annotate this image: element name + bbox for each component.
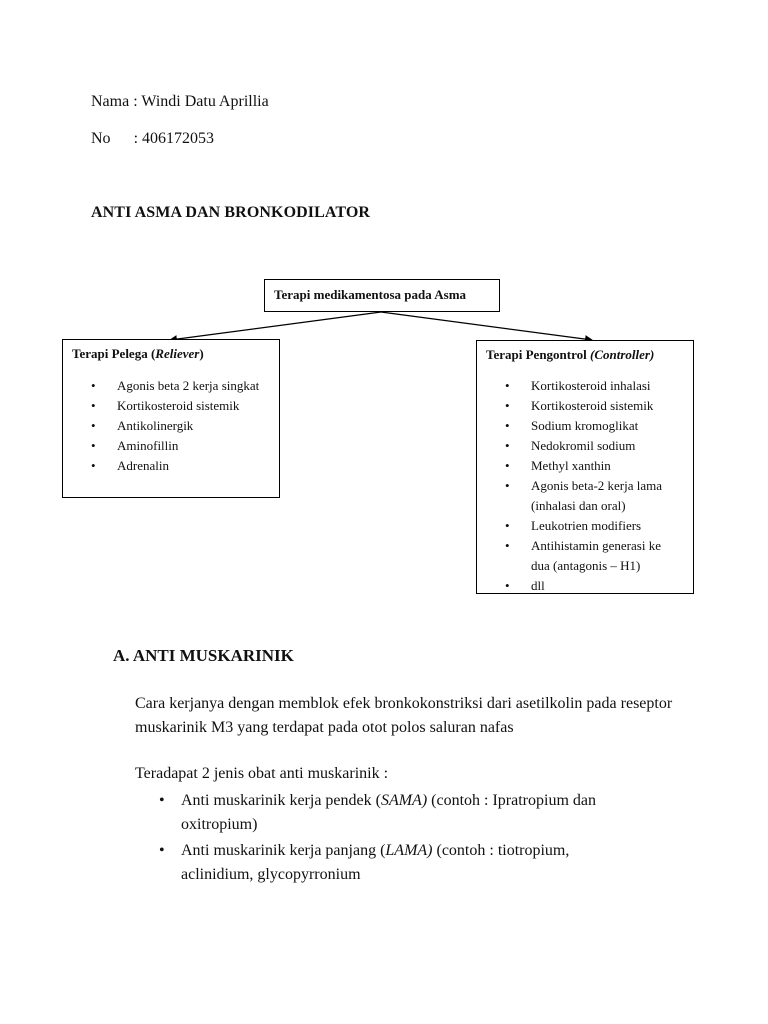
- diagram-root-box: [264, 279, 500, 312]
- list-item: • Methyl xanthin: [477, 456, 679, 476]
- reliever-heading: Terapi Pelega (Reliever): [72, 346, 204, 361]
- list-item: • dll: [477, 576, 679, 596]
- list-item: • Leukotrien modifiers: [477, 516, 679, 536]
- reliever-list: [63, 376, 259, 476]
- name-value: Windi Datu Aprillia: [141, 93, 269, 110]
- list-item: • Anti muskarinik kerja pendek (SAMA) (contoh : Ipratropium dan oxitropium): [135, 789, 635, 837]
- number-line: No : 406172053: [91, 130, 215, 147]
- controller-heading: Terapi Pengontrol (Controller): [486, 347, 655, 362]
- diagram-root-label: Terapi medikamentosa pada Asma: [274, 287, 467, 302]
- document-title: ANTI ASMA DAN BRONKODILATOR: [91, 204, 371, 221]
- number-label: No: [91, 130, 111, 147]
- muscarinic-list: [135, 789, 635, 889]
- list-item: • Agonis beta-2 kerja lama (inhalasi dan oral): [477, 476, 679, 516]
- list-item: • Kortikosteroid inhalasi: [477, 376, 679, 396]
- section-paragraph: Cara kerjanya dengan memblok efek bronkokonstriksi dari asetilkolin pada reseptor muskarinik M3 yang terdapat pada otot polos saluran nafas: [135, 695, 673, 736]
- arrow-to-controller: [381, 312, 592, 340]
- list-item: • Kortikosteroid sistemik: [477, 396, 679, 416]
- list-item: • Adrenalin: [63, 456, 259, 476]
- number-value: 406172053: [142, 130, 215, 147]
- controller-list: [477, 376, 679, 596]
- name-line: Nama : Windi Datu Aprillia: [91, 93, 269, 110]
- list-item: • Antihistamin generasi ke dua (antagonis – H1): [477, 536, 679, 576]
- list-item: • Antikolinergik: [63, 416, 259, 436]
- list-item: • Agonis beta 2 kerja singkat: [63, 376, 259, 396]
- list-item: • Sodium kromoglikat: [477, 416, 679, 436]
- section-intro: Teradapat 2 jenis obat anti muskarinik :: [135, 765, 389, 782]
- list-item: • Anti muskarinik kerja panjang (LAMA) (contoh : tiotropium, aclinidium, glycopyrronium: [135, 839, 635, 887]
- controller-box: [476, 340, 694, 594]
- section-heading: A. ANTI MUSKARINIK: [113, 646, 294, 665]
- reliever-box: [62, 339, 280, 498]
- name-label: Nama: [91, 93, 130, 110]
- list-item: • Aminofillin: [63, 436, 259, 456]
- list-item: • Kortikosteroid sistemik: [63, 396, 259, 416]
- arrow-to-reliever: [170, 312, 381, 340]
- list-item: • Nedokromil sodium: [477, 436, 679, 456]
